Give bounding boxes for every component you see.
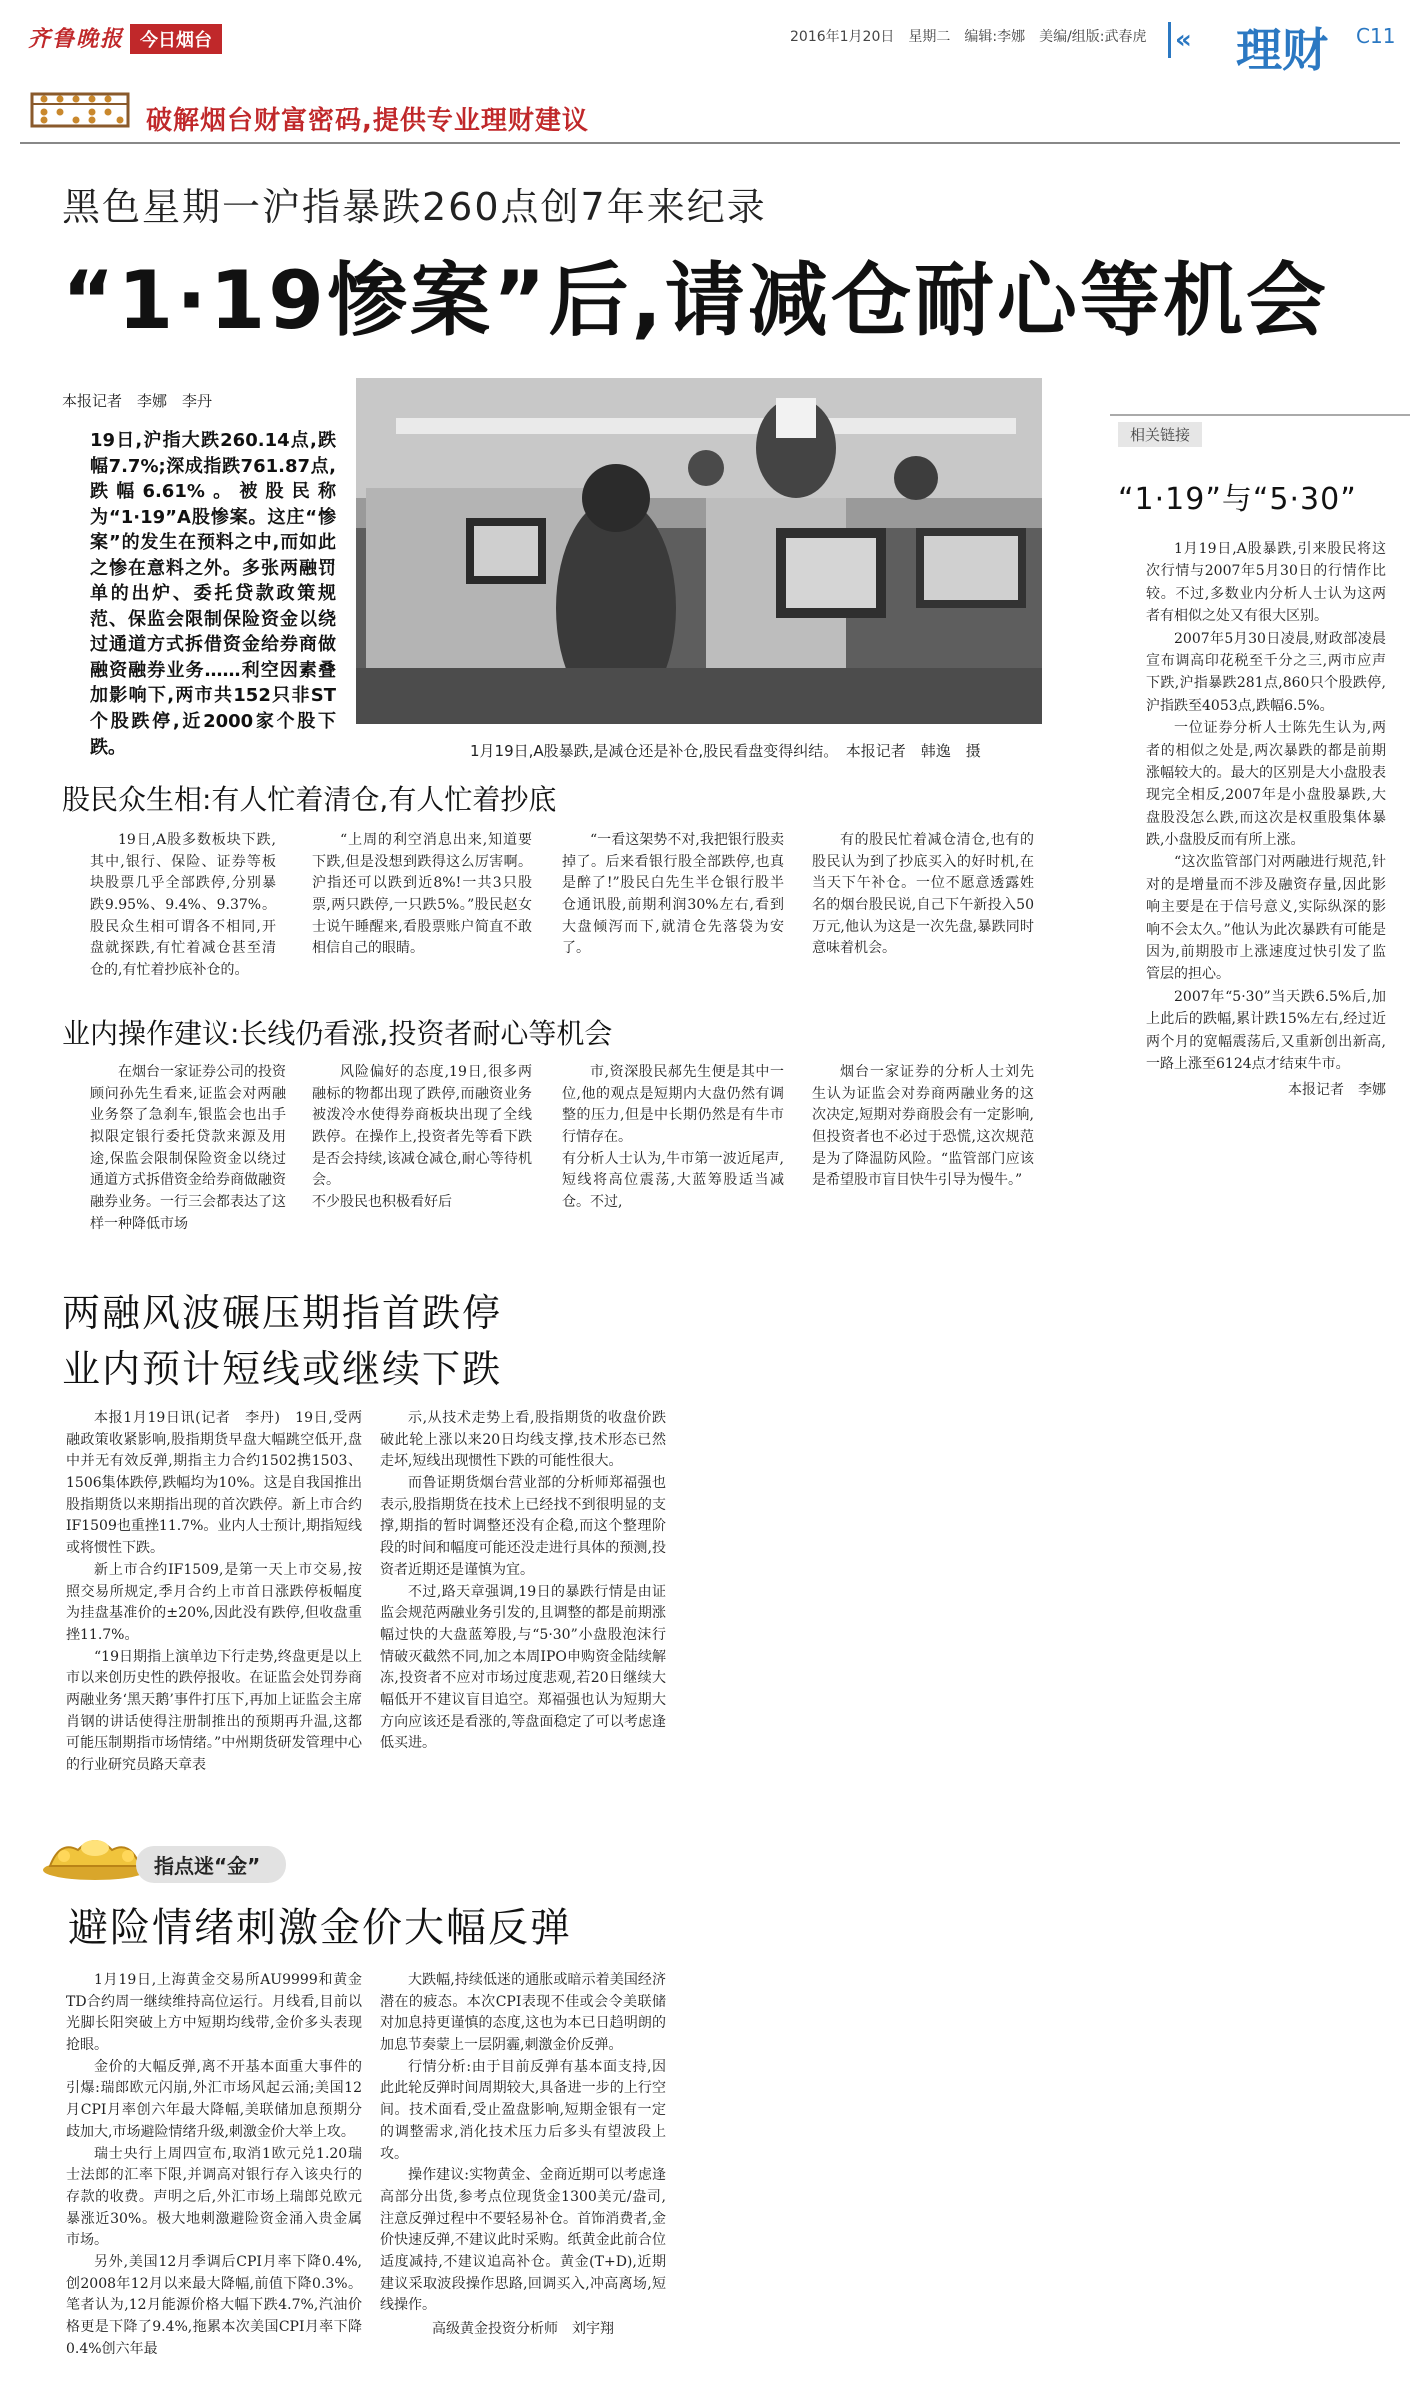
sidebar-title: “1·19”与“5·30” [1118, 482, 1357, 517]
investors-col-2: “上周的利空消息出来,知道要下跌,但是没想到跌得这么厉害啊。沪指还可以跌到近8%!一共3只股票,两只跌停,一只跌5%。”股民赵女士说午睡醒来,看股票账户简直不敢相信自己的眼睛。 [312, 832, 532, 957]
gold-column-tag: 指点迷“金” [136, 1846, 286, 1883]
subhead-advice: 业内操作建议:长线仍看涨,投资者耐心等机会 [62, 1017, 613, 1050]
sidebar-paragraph: 1月19日,A股暴跌,引来股民将这次行情与2007年5月30日的行情作比较。不过,多数业内分析人士认为这两者有相似之处又有很大区别。 [1146, 541, 1386, 625]
trading-room-photo [356, 378, 1042, 724]
page-number: C11 [1356, 24, 1396, 48]
story2-col-1: 本报1月19日讯(记者 李丹) 19日,受两融政策收紧影响,股指期货早盘大幅跳空低开,盘中并无有效反弹,期指主力合约1502携1503、1506集体跌停,跌幅均为10%。这是自我国推出股指期货以来期指出现的首次跌停。新上市合约IF1509也重挫11.7%。业内人士预计,期指短线或将惯性下跌。 新上市合约IF1509,是第一天上市交易,按照交易所规定,季月合约上市首日涨跌停板幅度为挂盘基准价的±20%,因此没有跌停,但收盘重挫11.7%。 “19日期指上演单边下行走势,终盘更是以上市以来创历史性的跌停报收。在证监会处罚券商两融业务‘黑天鹅’事件打压下,再加上证监会主席肖钢的讲话使得注册制推出的预期再升温,这都可能压制期指市场情绪。”中州期货研发管理中心的行业研究员路天章表 [66, 1410, 362, 1773]
edition-tag: 今日烟台 [130, 24, 222, 54]
issue-meta: 2016年1月20日 星期二 编辑:李娜 美编/组版:武春虎 [790, 29, 1147, 45]
advice-col-4: 烟台一家证券的分析人士刘先生认为证监会对券商两融业务的这次决定,短期对券商股会有一定影响,但投资者也不必过于恐慌,这次规范是为了降温防风险。“监管部门应该是希望股市盲目快牛引导为慢牛。” [812, 1064, 1034, 1189]
section-title: 理财 [1236, 23, 1328, 77]
abacus-icon [30, 90, 130, 130]
story2-title-line1: 两融风波碾压期指首跌停 [62, 1291, 503, 1335]
main-lead: 19日,沪指大跌260.14点,跌幅7.7%;深成指跌761.87点,跌幅6.61%。被股民称为“1·19”A股惨案。这庄“惨案”的发生在预料之中,而如此之惨在意料之外。多张两融罚单的出炉、委托贷款政策规范、保监会限制保险资金以绕过通道方式拆借资金给券商做融资融券业务……利空因素叠加影响下,两市共152只非ST个股跌停,近2000家个股下跌。 [90, 430, 336, 758]
sidebar-tag: 相关链接 [1118, 422, 1202, 447]
sidebar-paragraph: 2007年“5·30”当天跌6.5%后,加上此后的跌幅,累计跌15%左右,经过近两个月的宽幅震荡后,又重新创出新高,一路上涨至6124点才结束牛市。 [1146, 988, 1386, 1072]
header-slogan: 破解烟台财富密码,提供专业理财建议 [146, 106, 589, 136]
investors-col-1: 19日,A股多数板块下跌,其中,银行、保险、证券等板块股票几乎全部跌停,分别暴跌9.95%、9.4%、9.37%。股民众生相可谓各不相同,开盘就探跌,有忙着减仓甚至清仓的,有忙着抄底补仓的。 [90, 832, 276, 979]
story2-title-line2: 业内预计短线或继续下跌 [62, 1347, 503, 1391]
main-headline: “1·19惨案”后,请减仓耐心等机会 [62, 254, 1329, 347]
story2-col-2: 示,从技术走势上看,股指期货的收盘价跌破此轮上涨以来20日均线支撑,技术形态已然走坏,短线出现惯性下跌的可能性很大。 而鲁证期货烟台营业部的分析师郑福强也表示,股指期货在技术上已经找不到很明显的支撑,期指的暂时调整还没有企稳,而这个整理阶段的时间和幅度可能还没走进行具体的预测,投资者近期还是谨慎为宜。 不过,路天章强调,19日的暴跌行情是由证监会规范两融业务引发的,且调整的都是前期涨幅过快的大盘蓝筹股,与“5·30”小盘股泡沫行情破灭截然不同,加之本周IPO申购资金陆续解冻,投资者不应对市场过度悲观,若20日继续大幅低开不建议盲目追空。郑福强也认为短期大方向应该还是看涨的,等盘面稳定了可以考虑逢低买进。 [380, 1410, 666, 1752]
header-divider [20, 142, 1400, 144]
sidebar-paragraph: “这次监管部门对两融进行规范,针对的是增量而不涉及融资存量,因此影响主要是在于信号意义,实际纵深的影响不会太久。”他认为此次暴跌有可能是因为,前期股市上涨速度过快引发了监管层的担心。 [1146, 854, 1386, 983]
sidebar-divider [1110, 414, 1410, 416]
sidebar-paragraph: 2007年5月30日凌晨,财政部凌晨宣布调高印花税至千分之三,两市应声下跌,沪指暴跌281点,860只个股跌停,沪指跌至4053点,跌幅6.5%。 [1146, 630, 1386, 714]
subhead-investors: 股民众生相:有人忙着清仓,有人忙着抄底 [62, 783, 557, 816]
advice-col-1: 在烟台一家证券公司的投资顾问孙先生看来,证监会对两融业务祭了急刹车,银监会也出手拟限定银行委托贷款来源及用途,保监会限制保险资金以绕过通道方式拆借资金给券商做融资融券业务。一行三会都表达了这样一种降低市场 [90, 1064, 286, 1232]
story3-byline: 高级黄金投资分析师 刘宇翔 [432, 2321, 614, 2337]
story3-col-1: 1月19日,上海黄金交易所AU9999和黄金TD合约周一继续维持高位运行。月线看,目前以光脚长阳突破上方中短期均线带,金价多头表现抢眼。 金价的大幅反弹,离不开基本面重大事件的引爆:瑞郎欧元闪崩,外汇市场风起云涌;美国12月CPI月率创六年最大降幅,美联储加息预期分歧加大,市场避险情绪升级,刺激金价大举上攻。 瑞士央行上周四宣布,取消1欧元兑1.20瑞士法郎的汇率下限,并调高对银行存入该央行的存款的收费。声明之后,外汇市场上瑞郎兑欧元暴涨近30%。极大地刺激避险资金涌入贵金属市场。 另外,美国12月季调后CPI月率下降0.4%,创2008年12月以来最大降幅,前值下降0.3%。笔者认为,12月能源价格大幅下跌4.7%,汽油价格更是下降了9.4%,拖累本次美国CPI月率下降0.4%创六年最 [66, 1972, 362, 2357]
photo-caption: 1月19日,A股暴跌,是减仓还是补仓,股民看盘变得纠结。 本报记者 韩逸 摄 [470, 742, 981, 760]
investors-col-4: 有的股民忙着减仓清仓,也有的股民认为到了抄底买入的好时机,在当天下午补仓。一位不愿意透露姓名的烟台股民说,自己下午新投入50万元,他认为这是一次先盘,暴跌同时意味着机会。 [812, 832, 1034, 957]
sidebar-paragraph: 一位证券分析人士陈先生认为,两者的相似之处是,两次暴跌的都是前期涨幅较大的。最大的区别是大小盘股表现完全相反,2007年是小盘股暴跌,大盘股没怎么跌,而这次是权重股集体暴跌,小盘股反而有所上涨。 [1146, 720, 1386, 849]
sidebar-body [1146, 538, 1386, 1102]
advice-col-3: 市,资深股民郝先生便是其中一位,他的观点是短期内大盘仍然有调整的压力,但是中长期仍然是有牛市行情存在。 有分析人士认为,牛市第一波近尾声,短线将高位震荡,大蓝筹股适当减仓。不过, [562, 1064, 784, 1211]
sidebar-byline: 本报记者 李娜 [1288, 1082, 1386, 1099]
gold-ingot-icon [40, 1826, 150, 1882]
newspaper-logo: 齐鲁晚报 [28, 26, 125, 52]
section-chevron-icon: « [1168, 22, 1212, 58]
investors-col-3: “一看这架势不对,我把银行股卖掉了。后来看银行股全部跌停,也真是醉了!”股民白先生半仓银行股半仓通讯股,前期利润30%左右,看到大盘倾泻而下,就清仓先落袋为安了。 [562, 832, 784, 957]
story3-title: 避险情绪刺激金价大幅反弹 [68, 1905, 572, 1951]
advice-col-2: 风险偏好的态度,19日,很多两融标的物都出现了跌停,而融资业务被泼冷水使得券商板块出现了全线跌停。在操作上,投资者先等看下跌是否会持续,该减仓减仓,耐心等待机会。 不少股民也积极看好后 [312, 1064, 532, 1211]
main-kicker: 黑色星期一沪指暴跌260点创7年来纪录 [62, 185, 767, 229]
main-byline: 本报记者 李娜 李丹 [62, 392, 213, 410]
story3-col-2: 大跌幅,持续低迷的通胀或暗示着美国经济潜在的疲态。本次CPI表现不佳或会令美联储对加息持更谨慎的态度,这也为本已日趋明朗的加息节奏蒙上一层阴霾,刺激金价反弹。 行情分析:由于目前反弹有基本面支持,因此此轮反弹时间周期较大,具备进一步的上行空间。技术面看,受止盈盘影响,短期金银有一定的调整需求,消化技术压力后多头有望波段上攻。 操作建议:实物黄金、金商近期可以考虑逢高部分出货,参考点位现货金1300美元/盎司,注意反弹过程中不要轻易补仓。首饰消费者,金价快速反弹,不建议此时采购。纸黄金此前合位适度减持,不建议追高补仓。黄金(T+D),近期建议采取波段操作思路,回调买入,冲高离场,短线操作。 高级黄金投资分析师 刘宇翔 [380, 1970, 666, 2341]
